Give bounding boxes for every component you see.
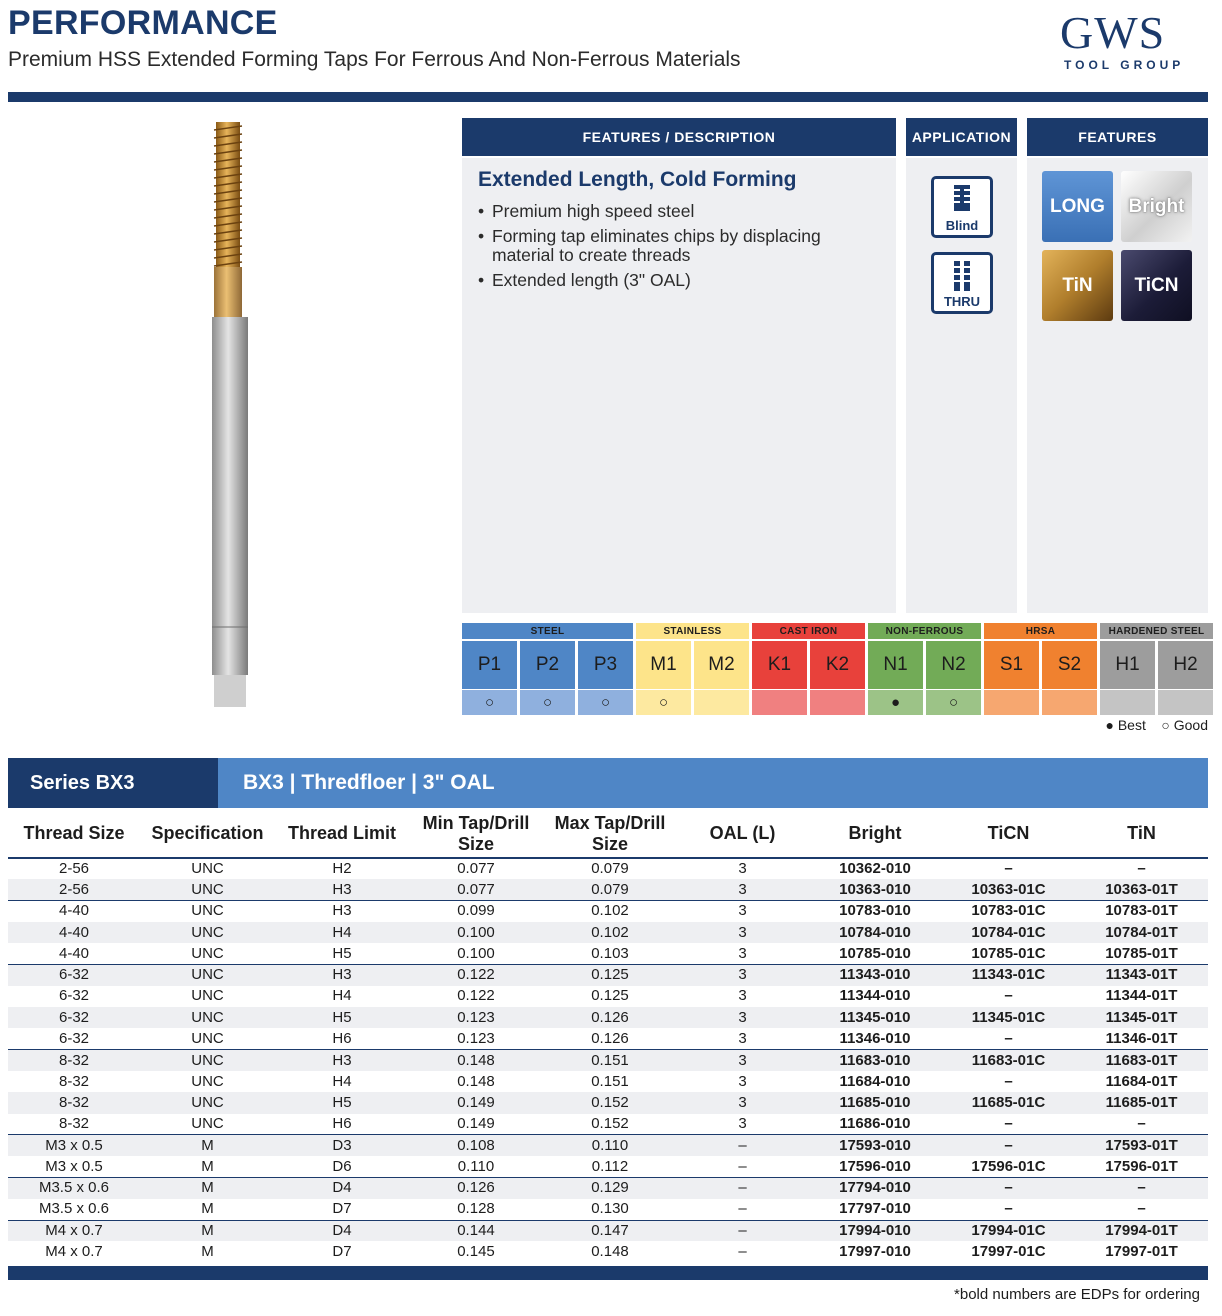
table-cell: 10785-01T bbox=[1105, 944, 1178, 962]
material-rating: ○ bbox=[636, 690, 691, 715]
series-name: BX3 | Thredfloer | 3" OAL bbox=[243, 771, 495, 794]
material-code: M1 bbox=[636, 641, 691, 689]
table-cell: 6-32 bbox=[58, 1029, 90, 1047]
blind-label: Blind bbox=[945, 218, 979, 233]
table-row bbox=[8, 1050, 1208, 1071]
material-rating: ○ bbox=[462, 690, 517, 715]
table-cell: UNC bbox=[140, 879, 275, 900]
table-cell: D4 bbox=[275, 1177, 409, 1198]
table-cell: – bbox=[1004, 1200, 1013, 1218]
table-row bbox=[8, 1007, 1208, 1028]
table-cell: M3.5 x 0.6 bbox=[8, 1177, 140, 1198]
table-cell: 0.100 bbox=[409, 922, 543, 943]
thru-hole-icon bbox=[931, 252, 993, 314]
features-panel bbox=[1027, 158, 1208, 613]
table-cell: 11684-010 bbox=[839, 1072, 911, 1090]
product-table bbox=[8, 810, 1208, 1263]
table-row bbox=[8, 1156, 1208, 1177]
table-cell: 17794-010 bbox=[808, 1177, 942, 1198]
table-cell: 3 bbox=[677, 1007, 808, 1028]
table-cell: 10363-01C bbox=[942, 879, 1075, 900]
table-cell: – bbox=[1137, 1200, 1146, 1218]
table-cell: H3 bbox=[275, 1050, 409, 1071]
table-cell: 10784-01C bbox=[942, 922, 1075, 943]
table-cell: – bbox=[1004, 1029, 1013, 1047]
table-cell: 0.103 bbox=[591, 944, 629, 962]
table-cell: H3 bbox=[275, 964, 409, 985]
bullet-item: • Premium high speed steel bbox=[478, 202, 878, 221]
thru-hole-graphic bbox=[952, 261, 972, 291]
table-cell: M bbox=[140, 1220, 275, 1241]
table-cell: 17994-01T bbox=[1075, 1220, 1208, 1241]
material-rating bbox=[1100, 690, 1155, 715]
table-cell: 8-32 bbox=[58, 1072, 90, 1090]
material-rating bbox=[1158, 690, 1213, 715]
column-header: TiCN bbox=[942, 810, 1075, 858]
table-cell: 3 bbox=[677, 1050, 808, 1071]
table-cell: 0.152 bbox=[543, 1092, 677, 1113]
table-row bbox=[8, 1028, 1208, 1049]
table-cell: M bbox=[201, 1157, 214, 1175]
table-cell: 11683-010 bbox=[808, 1050, 942, 1071]
table-cell: 0.102 bbox=[543, 901, 677, 922]
table-cell: 10362-010 bbox=[839, 860, 911, 878]
material-group-label: HARDENED STEEL bbox=[1100, 623, 1213, 639]
column-header: Thread Size bbox=[8, 810, 140, 858]
table-cell: 3 bbox=[677, 901, 808, 922]
table-cell: 8-32 bbox=[58, 1114, 90, 1132]
blind-hole-icon bbox=[931, 176, 993, 238]
table-cell: 0.077 bbox=[409, 879, 543, 900]
table-cell: 0.125 bbox=[591, 987, 629, 1005]
table-cell: UNC bbox=[191, 1114, 224, 1132]
table-cell: 10783-010 bbox=[808, 901, 942, 922]
material-rating bbox=[694, 690, 749, 715]
bullet-item: • Forming tap eliminates chips by displacing material to create threads bbox=[478, 227, 878, 265]
table-row bbox=[8, 922, 1208, 943]
table-cell: H2 bbox=[332, 860, 352, 878]
table-cell: 2-56 bbox=[8, 879, 140, 900]
column-header: Min Tap/Drill Size bbox=[409, 810, 543, 858]
table-row bbox=[8, 858, 1208, 879]
table-cell: 11685-01T bbox=[1075, 1092, 1208, 1113]
table-cell: M4 x 0.7 bbox=[45, 1242, 103, 1260]
table-cell: 17593-010 bbox=[808, 1135, 942, 1156]
material-code: P3 bbox=[578, 641, 633, 689]
table-cell: 0.148 bbox=[457, 1072, 495, 1090]
feature-bullets bbox=[478, 202, 878, 296]
table-row bbox=[8, 1220, 1208, 1241]
table-cell: H6 bbox=[332, 1029, 352, 1047]
table-cell: 10783-01C bbox=[942, 901, 1075, 922]
table-cell: 3 bbox=[738, 1114, 747, 1132]
column-header: TiN bbox=[1075, 810, 1208, 858]
table-cell: 17994-01C bbox=[942, 1220, 1075, 1241]
column-header: Max Tap/Drill Size bbox=[543, 810, 677, 858]
table-cell: 11346-01T bbox=[1105, 1029, 1178, 1047]
table-cell: 2-56 bbox=[58, 860, 90, 878]
table-cell: D4 bbox=[275, 1220, 409, 1241]
blind-hole-graphic bbox=[952, 185, 972, 215]
table-cell: 0.123 bbox=[457, 1029, 495, 1047]
column-header: Specification bbox=[140, 810, 275, 858]
table-cell: 6-32 bbox=[8, 1007, 140, 1028]
table-cell: UNC bbox=[191, 944, 224, 962]
table-cell: 0.126 bbox=[543, 1007, 677, 1028]
table-cell: – bbox=[738, 1242, 747, 1260]
table-cell: UNC bbox=[191, 987, 224, 1005]
table-cell: – bbox=[677, 1135, 808, 1156]
table-cell: 3 bbox=[677, 964, 808, 985]
table-cell: M bbox=[201, 1200, 214, 1218]
table-cell: M3 x 0.5 bbox=[45, 1157, 103, 1175]
table-row bbox=[8, 943, 1208, 964]
features-header: FEATURES bbox=[1027, 118, 1208, 156]
series-bar bbox=[8, 758, 1208, 808]
table-cell: 3 bbox=[738, 1029, 747, 1047]
table-cell: – bbox=[738, 1200, 747, 1218]
table-cell: 0.126 bbox=[591, 1029, 629, 1047]
table-cell: 0.149 bbox=[409, 1092, 543, 1113]
table-cell: 17997-01T bbox=[1105, 1242, 1178, 1260]
features-description-panel bbox=[462, 158, 896, 613]
table-cell: 11684-01T bbox=[1105, 1072, 1178, 1090]
table-cell: 8-32 bbox=[8, 1050, 140, 1071]
table-cell: 11345-01T bbox=[1075, 1007, 1208, 1028]
page-subtitle: Premium HSS Extended Forming Taps For Ferrous And Non-Ferrous Materials bbox=[8, 48, 741, 71]
application-header: APPLICATION bbox=[906, 118, 1017, 156]
footnote: *bold numbers are EDPs for ordering bbox=[954, 1286, 1200, 1303]
table-cell: H5 bbox=[275, 1007, 409, 1028]
table-cell: – bbox=[1137, 1114, 1146, 1132]
table-cell: H6 bbox=[332, 1114, 352, 1132]
table-cell: H3 bbox=[275, 901, 409, 922]
table-cell: UNC bbox=[191, 860, 224, 878]
series-label: Series BX3 bbox=[8, 758, 218, 808]
material-group-label: NON-FERROUS bbox=[868, 623, 981, 639]
table-row bbox=[8, 1199, 1208, 1220]
table-row bbox=[8, 901, 1208, 922]
table-cell: 0.152 bbox=[591, 1114, 629, 1132]
table-cell: 0.099 bbox=[409, 901, 543, 922]
material-code: S1 bbox=[984, 641, 1039, 689]
material-rating bbox=[810, 690, 865, 715]
table-cell: – bbox=[1004, 1114, 1013, 1132]
features-description-header: FEATURES / DESCRIPTION bbox=[462, 118, 896, 156]
table-cell: 11343-01C bbox=[942, 964, 1075, 985]
material-code: N1 bbox=[868, 641, 923, 689]
table-cell: 6-32 bbox=[8, 964, 140, 985]
legend-good: ○ Good bbox=[1161, 717, 1208, 733]
table-cell: 11346-010 bbox=[839, 1029, 911, 1047]
table-cell: 11343-01T bbox=[1075, 964, 1208, 985]
material-code: N2 bbox=[926, 641, 981, 689]
table-cell: UNC bbox=[140, 1092, 275, 1113]
table-cell: 0.102 bbox=[543, 922, 677, 943]
table-cell: 0.129 bbox=[543, 1177, 677, 1198]
table-cell: 17797-010 bbox=[839, 1200, 911, 1218]
table-cell: H5 bbox=[275, 1092, 409, 1113]
table-cell: – bbox=[942, 1177, 1075, 1198]
table-cell: H4 bbox=[332, 1072, 352, 1090]
gws-logo bbox=[1058, 6, 1218, 76]
table-cell: 10785-01C bbox=[971, 944, 1046, 962]
table-cell: 11685-01C bbox=[942, 1092, 1075, 1113]
material-code: H1 bbox=[1100, 641, 1155, 689]
material-code: M2 bbox=[694, 641, 749, 689]
table-cell: 0.108 bbox=[409, 1135, 543, 1156]
table-cell: UNC bbox=[140, 1050, 275, 1071]
table-cell: M bbox=[140, 1135, 275, 1156]
table-cell: 3 bbox=[738, 987, 747, 1005]
table-cell: UNC bbox=[140, 964, 275, 985]
table-cell: – bbox=[1004, 860, 1013, 878]
table-cell: 0.122 bbox=[457, 987, 495, 1005]
table-cell: H5 bbox=[332, 944, 352, 962]
material-group-label: HRSA bbox=[984, 623, 1097, 639]
table-cell: D6 bbox=[332, 1157, 352, 1175]
table-cell: UNC bbox=[140, 1007, 275, 1028]
table-cell: 3 bbox=[738, 860, 747, 878]
table-cell: UNC bbox=[191, 1072, 224, 1090]
table-cell: 11683-01T bbox=[1075, 1050, 1208, 1071]
table-row bbox=[8, 964, 1208, 985]
table-row bbox=[8, 1092, 1208, 1113]
column-header: Thread Limit bbox=[275, 810, 409, 858]
table-cell: 8-32 bbox=[8, 1092, 140, 1113]
legend-best: ● Best bbox=[1105, 717, 1146, 733]
table-cell: 10784-01T bbox=[1075, 922, 1208, 943]
long-length-badge: LONG bbox=[1042, 171, 1113, 242]
table-cell: H4 bbox=[332, 987, 352, 1005]
material-rating bbox=[1042, 690, 1097, 715]
material-rating: ○ bbox=[578, 690, 633, 715]
table-cell: 17596-01C bbox=[971, 1157, 1046, 1175]
table-cell: 6-32 bbox=[58, 987, 90, 1005]
table-cell: 0.126 bbox=[409, 1177, 543, 1198]
material-rating: ○ bbox=[926, 690, 981, 715]
material-code: P1 bbox=[462, 641, 517, 689]
table-cell: M3 x 0.5 bbox=[8, 1135, 140, 1156]
table-cell: 0.130 bbox=[591, 1200, 629, 1218]
table-cell: 4-40 bbox=[8, 922, 140, 943]
table-cell: 11343-010 bbox=[808, 964, 942, 985]
material-group-label: CAST IRON bbox=[752, 623, 865, 639]
table-cell: 17593-01T bbox=[1075, 1135, 1208, 1156]
ticn-coating-badge: TiCN bbox=[1121, 250, 1192, 321]
material-group-label: STEEL bbox=[462, 623, 633, 639]
table-cell: 10784-010 bbox=[808, 922, 942, 943]
table-cell: M3.5 x 0.6 bbox=[38, 1200, 110, 1218]
table-cell: 11683-01C bbox=[942, 1050, 1075, 1071]
table-cell: 17596-010 bbox=[839, 1157, 911, 1175]
table-cell: 17596-01T bbox=[1105, 1157, 1178, 1175]
table-row bbox=[8, 1135, 1208, 1156]
table-cell: – bbox=[1075, 1177, 1208, 1198]
table-cell: 0.144 bbox=[409, 1220, 543, 1241]
forming-tap-image bbox=[200, 118, 260, 713]
footer-divider bbox=[8, 1266, 1208, 1280]
table-cell: 4-40 bbox=[58, 944, 90, 962]
table-cell: 0.123 bbox=[409, 1007, 543, 1028]
table-cell: 11344-01T bbox=[1105, 987, 1178, 1005]
table-cell: 11686-010 bbox=[839, 1114, 911, 1132]
material-code: K1 bbox=[752, 641, 807, 689]
column-header: OAL (L) bbox=[677, 810, 808, 858]
table-row bbox=[8, 1177, 1208, 1198]
material-code: P2 bbox=[520, 641, 575, 689]
table-cell: 17994-010 bbox=[808, 1220, 942, 1241]
table-cell: 10783-01T bbox=[1075, 901, 1208, 922]
material-rating bbox=[752, 690, 807, 715]
table-cell: 3 bbox=[738, 944, 747, 962]
table-cell: 11685-010 bbox=[808, 1092, 942, 1113]
table-cell: 0.147 bbox=[543, 1220, 677, 1241]
table-cell: 4-40 bbox=[8, 901, 140, 922]
header-divider bbox=[8, 92, 1208, 102]
table-cell: 0.100 bbox=[457, 944, 495, 962]
bright-finish-badge: Bright bbox=[1121, 171, 1192, 242]
material-group-label: STAINLESS bbox=[636, 623, 749, 639]
table-cell: 3 bbox=[738, 1072, 747, 1090]
table-cell: 17997-01C bbox=[971, 1242, 1046, 1260]
table-row bbox=[8, 1071, 1208, 1092]
material-code: K2 bbox=[810, 641, 865, 689]
table-cell: – bbox=[1004, 1072, 1013, 1090]
table-cell: H4 bbox=[275, 922, 409, 943]
table-body bbox=[8, 858, 1208, 1263]
thru-label: THRU bbox=[943, 294, 981, 309]
table-cell: D7 bbox=[332, 1200, 352, 1218]
table-cell: 11344-010 bbox=[839, 987, 911, 1005]
table-cell: 10785-010 bbox=[839, 944, 911, 962]
table-cell: 0.125 bbox=[543, 964, 677, 985]
description-heading: Extended Length, Cold Forming bbox=[478, 168, 797, 191]
table-cell: D3 bbox=[275, 1135, 409, 1156]
table-row bbox=[8, 1114, 1208, 1135]
table-cell: – bbox=[1137, 860, 1146, 878]
table-cell: 0.151 bbox=[591, 1072, 629, 1090]
table-row bbox=[8, 879, 1208, 900]
table-cell: 0.079 bbox=[591, 860, 629, 878]
table-cell: 0.149 bbox=[457, 1114, 495, 1132]
table-cell: M bbox=[140, 1177, 275, 1198]
table-cell: M4 x 0.7 bbox=[8, 1220, 140, 1241]
table-cell: 0.112 bbox=[591, 1157, 629, 1175]
column-header: Bright bbox=[808, 810, 942, 858]
table-cell: 0.077 bbox=[457, 860, 495, 878]
material-rating: ● bbox=[868, 690, 923, 715]
table-cell: 10363-010 bbox=[808, 879, 942, 900]
material-code: H2 bbox=[1158, 641, 1213, 689]
table-cell: – bbox=[677, 1220, 808, 1241]
tin-coating-badge: TiN bbox=[1042, 250, 1113, 321]
table-cell: 0.110 bbox=[457, 1157, 495, 1175]
table-cell: 0.079 bbox=[543, 879, 677, 900]
table-cell: 0.145 bbox=[457, 1242, 495, 1260]
table-cell: 0.128 bbox=[457, 1200, 495, 1218]
table-cell: H3 bbox=[275, 879, 409, 900]
table-cell: 10363-01T bbox=[1075, 879, 1208, 900]
logo-tagline: TOOL GROUP bbox=[1064, 58, 1185, 72]
table-cell: 0.122 bbox=[409, 964, 543, 985]
table-cell: 0.148 bbox=[591, 1242, 629, 1260]
table-cell: – bbox=[942, 1135, 1075, 1156]
table-row bbox=[8, 1241, 1208, 1262]
table-cell: D7 bbox=[332, 1242, 352, 1260]
table-cell: UNC bbox=[191, 1029, 224, 1047]
table-cell: 3 bbox=[677, 922, 808, 943]
table-cell: UNC bbox=[140, 901, 275, 922]
table-header-row bbox=[8, 810, 1208, 858]
table-cell: 3 bbox=[677, 1092, 808, 1113]
table-cell: UNC bbox=[140, 922, 275, 943]
material-rating: ○ bbox=[520, 690, 575, 715]
table-cell: 3 bbox=[677, 879, 808, 900]
table-cell: 0.151 bbox=[543, 1050, 677, 1071]
table-cell: – bbox=[738, 1157, 747, 1175]
table-row bbox=[8, 986, 1208, 1007]
logo-wordmark: GWS bbox=[1060, 7, 1166, 58]
table-cell: – bbox=[677, 1177, 808, 1198]
table-cell: – bbox=[1004, 987, 1013, 1005]
table-cell: 0.110 bbox=[543, 1135, 677, 1156]
table-cell: 11345-010 bbox=[808, 1007, 942, 1028]
application-panel bbox=[906, 158, 1017, 613]
table-cell: 0.148 bbox=[409, 1050, 543, 1071]
material-code: S2 bbox=[1042, 641, 1097, 689]
page-title: PERFORMANCE bbox=[8, 4, 278, 42]
table-cell: M bbox=[201, 1242, 214, 1260]
material-rating bbox=[984, 690, 1039, 715]
table-cell: 17997-010 bbox=[839, 1242, 911, 1260]
table-cell: 11345-01C bbox=[942, 1007, 1075, 1028]
bullet-item: • Extended length (3" OAL) bbox=[478, 271, 878, 290]
material-legend bbox=[1105, 717, 1208, 733]
